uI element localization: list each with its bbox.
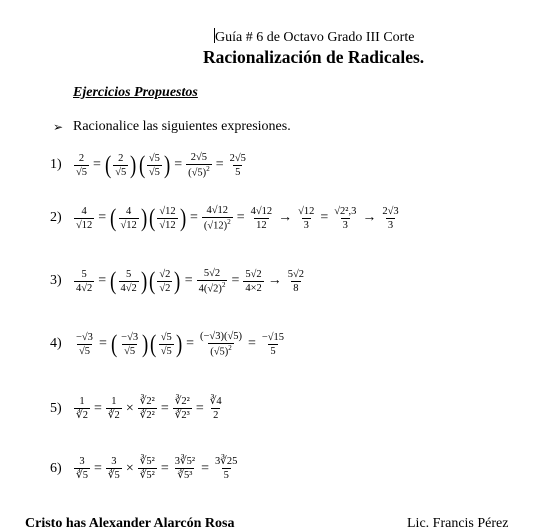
numerator: 3 [111, 456, 117, 467]
numerator: 2√5 [229, 152, 246, 164]
numerator: 4 [81, 205, 87, 217]
equals-sign: = [93, 157, 101, 173]
fraction [186, 152, 212, 179]
numerator: 5√2 [203, 268, 221, 279]
equals-sign: = [98, 210, 107, 226]
equals-sign: = [98, 336, 107, 352]
equals-sign: = [190, 210, 198, 226]
fraction [228, 153, 248, 178]
denominator: 4√2 [76, 282, 93, 294]
denominator: √5 [78, 345, 90, 357]
denominator: 5 [223, 470, 229, 482]
right-paren: ) [179, 204, 186, 232]
denominator: 8 [293, 282, 299, 294]
author-name: Cristo has Alexander Alarcón Rosa [25, 516, 235, 531]
numerator: −√3 [121, 331, 139, 343]
right-paren: ) [140, 204, 148, 232]
right-paren: ) [163, 151, 171, 179]
arrow-bullet-icon: ➢ [53, 119, 64, 134]
denominator: √2 [159, 282, 171, 294]
numerator: 3 [79, 456, 85, 467]
instruction-text: Racionalice las siguientes expresiones. [73, 119, 291, 134]
exercise-5 [50, 396, 225, 421]
denominator: √5 [160, 345, 172, 357]
denominator: ∛2² [139, 410, 155, 422]
exponent: 2 [206, 165, 210, 174]
denominator: ∛5 [76, 470, 88, 482]
numerator: (−√3)(√5) [200, 331, 242, 342]
equals-sign: = [184, 273, 193, 289]
page-title: Racionalización de Radicales. [203, 47, 425, 67]
denominator: ∛2 [76, 410, 88, 422]
fraction [296, 206, 316, 231]
numerator: 5 [126, 268, 132, 280]
fraction [138, 396, 157, 421]
numerator: ∛4 [209, 396, 222, 407]
fraction [119, 269, 139, 294]
exercise-number: 1) [50, 157, 62, 173]
arrow-icon: → [267, 273, 282, 289]
fraction [249, 206, 275, 231]
left-paren: ( [110, 330, 118, 358]
denominator: ∛2³ [174, 410, 190, 422]
exponent: 2 [221, 281, 226, 290]
fraction [202, 205, 233, 232]
equals-sign: = [93, 460, 102, 476]
equals-sign: = [215, 157, 224, 173]
left-paren: ( [110, 267, 117, 295]
equals-sign: = [231, 273, 240, 289]
numerator: √2²,3 [334, 205, 357, 217]
times-sign: × [125, 460, 134, 476]
numerator: 1 [79, 396, 85, 407]
fraction [243, 269, 263, 294]
left-paren: ( [150, 330, 157, 358]
right-paren: ) [130, 151, 137, 179]
equals-sign: = [201, 460, 209, 476]
denominator: ∛5³ [177, 470, 193, 482]
right-paren: ) [142, 330, 149, 358]
numerator: 5√2 [245, 268, 262, 280]
denominator-base: (√5) [188, 167, 207, 179]
numerator: −√15 [261, 331, 285, 343]
numerator: −√3 [76, 331, 93, 343]
denominator [202, 217, 233, 232]
denominator [186, 164, 212, 179]
numerator: 4 [126, 205, 132, 217]
numerator: 4√12 [250, 205, 273, 217]
section-heading: Ejercicios Propuestos [73, 85, 198, 100]
denominator: √5 [148, 166, 160, 178]
denominator: 2 [213, 410, 219, 422]
denominator: √5 [76, 166, 88, 178]
numerator: ∛2² [139, 396, 155, 407]
numerator: 3∛25 [214, 456, 238, 467]
left-paren: ( [138, 151, 145, 179]
fraction [74, 153, 89, 178]
exponent: 2 [228, 344, 232, 353]
numerator: 3∛5² [174, 456, 196, 467]
denominator: ∛5² [139, 470, 155, 482]
equals-sign: = [236, 210, 245, 226]
fraction [332, 206, 358, 231]
denominator: 12 [256, 219, 267, 231]
equals-sign: = [247, 336, 256, 352]
right-paren: ) [175, 330, 183, 358]
fraction [74, 269, 94, 294]
fraction [106, 456, 122, 481]
exercise-6 [50, 456, 240, 481]
equals-sign: = [320, 210, 329, 226]
equals-sign: = [186, 336, 195, 352]
fraction [74, 396, 90, 421]
denominator-base: 4(√2) [198, 283, 222, 295]
fraction [159, 332, 174, 357]
numerator: 4√12 [206, 205, 229, 216]
numerator: ∛2² [174, 396, 190, 407]
times-sign: × [125, 400, 134, 416]
denominator: 3 [387, 219, 394, 231]
denominator: √12 [76, 219, 93, 231]
equals-sign: = [160, 460, 169, 476]
fraction [113, 153, 128, 178]
numerator: 2√5 [190, 152, 208, 163]
arrow-icon: → [278, 210, 293, 226]
exercise-number: 4) [50, 336, 62, 352]
fraction [74, 456, 90, 481]
denominator: √5 [115, 166, 127, 178]
denominator-base: (√12) [203, 220, 228, 232]
exercise-number: 5) [50, 400, 62, 416]
denominator: 3 [303, 219, 309, 231]
fraction [138, 456, 157, 481]
numerator: 2√3 [382, 205, 399, 217]
left-paren: ( [149, 267, 156, 295]
left-paren: ( [104, 151, 112, 179]
numerator: 2 [118, 152, 124, 164]
fraction [147, 153, 162, 178]
right-paren: ) [174, 267, 181, 295]
fraction [380, 206, 400, 231]
instruction [53, 119, 291, 135]
exercise-2 [50, 205, 402, 232]
numerator: √12 [298, 205, 315, 217]
exercise-number: 6) [50, 460, 62, 476]
fraction [198, 331, 244, 358]
fraction [106, 396, 122, 421]
equals-sign: = [160, 400, 169, 416]
numerator: √5 [148, 152, 160, 164]
equals-sign: = [93, 400, 102, 416]
fraction [197, 268, 228, 295]
fraction [74, 206, 94, 231]
guide-line [214, 28, 414, 46]
fraction [173, 396, 192, 421]
denominator: √5 [124, 345, 136, 357]
fraction [119, 206, 139, 231]
numerator: √5 [160, 331, 172, 343]
fraction [119, 332, 140, 357]
equals-sign: = [195, 400, 204, 416]
fraction [74, 332, 95, 357]
denominator: 3 [342, 219, 348, 231]
denominator: ∛2 [107, 410, 120, 422]
exponent: 2 [227, 218, 231, 227]
exercise-4 [50, 331, 287, 358]
denominator: 5 [270, 345, 276, 357]
numerator: √12 [159, 205, 176, 217]
exercise-number: 2) [50, 210, 62, 226]
denominator: 5 [235, 166, 241, 178]
numerator: 5 [81, 268, 87, 280]
numerator: ∛5² [139, 456, 155, 467]
fraction [173, 456, 197, 481]
fraction [157, 269, 172, 294]
fraction [286, 269, 306, 294]
denominator [197, 280, 228, 295]
denominator: √12 [159, 219, 176, 231]
equals-sign: = [174, 157, 183, 173]
denominator: √12 [120, 219, 137, 231]
exercise-3 [50, 268, 307, 295]
left-paren: ( [110, 204, 117, 232]
numerator: 5√2 [287, 268, 305, 280]
numerator: 1 [111, 396, 117, 407]
left-paren: ( [149, 204, 156, 232]
fraction [260, 332, 286, 357]
numerator: 2 [78, 152, 85, 164]
numerator: √2 [159, 268, 171, 280]
denominator: ∛5 [107, 470, 120, 482]
right-paren: ) [140, 267, 148, 295]
fraction [208, 396, 224, 421]
exercise-number: 3) [50, 273, 62, 289]
denominator: 4√2 [120, 282, 137, 294]
teacher-name: Lic. Francis Pérez [407, 516, 509, 531]
denominator [208, 343, 234, 358]
fraction [157, 206, 177, 231]
guide-line-text: Guía # 6 de Octavo Grado III Corte [215, 30, 415, 45]
denominator: 4×2 [245, 282, 262, 294]
fraction [213, 456, 239, 481]
arrow-icon: → [362, 210, 377, 226]
exercise-1 [50, 152, 249, 179]
denominator-base: (√5) [210, 346, 229, 358]
equals-sign: = [98, 273, 107, 289]
